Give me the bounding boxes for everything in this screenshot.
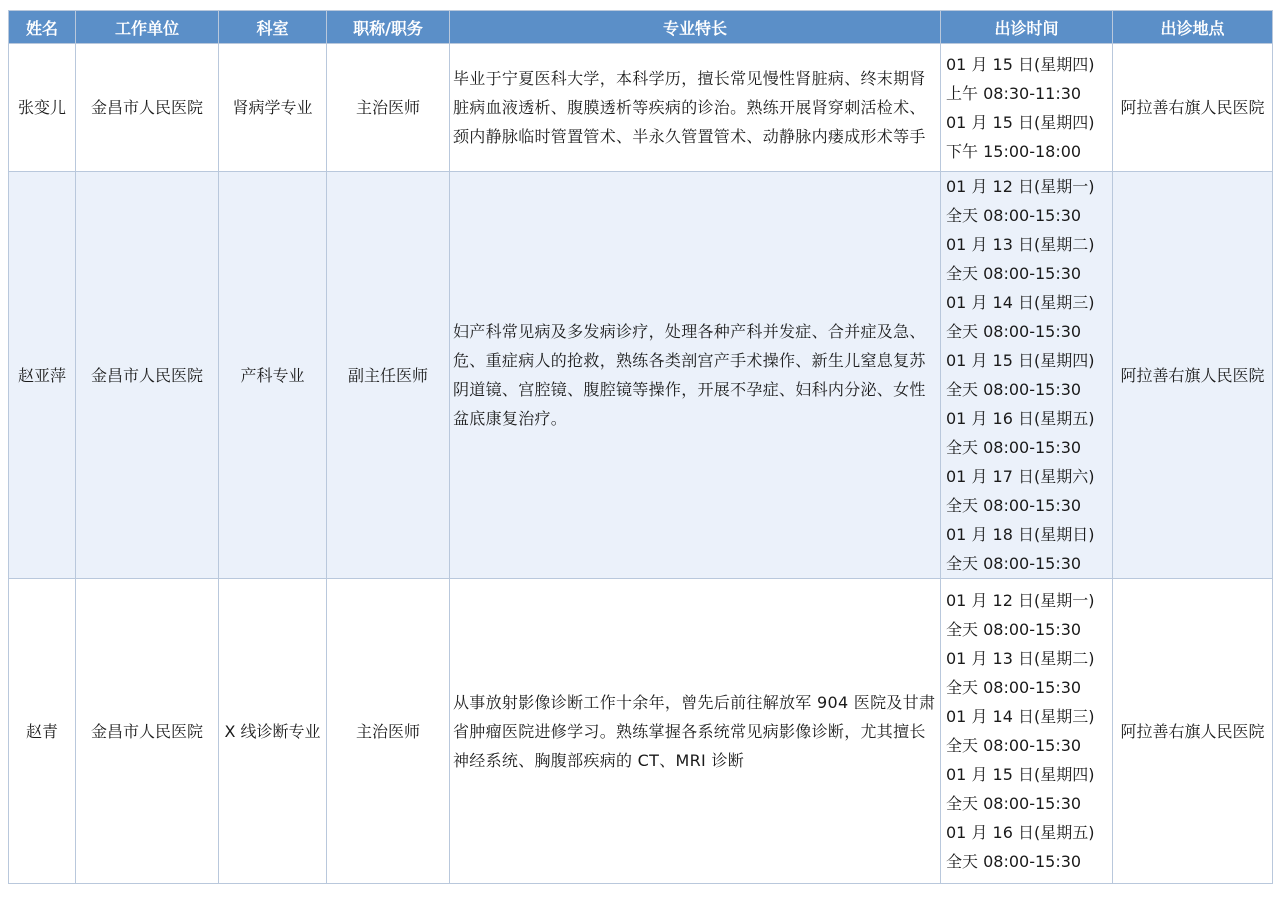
schedule-line: 01 月 16 日(星期五) — [946, 409, 1095, 428]
work-unit: 金昌市人民医院 — [76, 44, 219, 172]
department: 肾病学专业 — [219, 44, 327, 172]
schedule-line: 01 月 15 日(星期四) — [946, 351, 1095, 370]
header-specialty: 专业特长 — [450, 11, 941, 44]
schedule-line: 全天 08:00-15:30 — [946, 496, 1082, 515]
doctor-schedule-table — [8, 10, 1273, 884]
specialty-text: 从事放射影像诊断工作十余年，曾先后前往解放军 904 医院及甘肃省肿瘤医院进修学习。熟练掌握各系统常见病影像诊断，尤其擅长神经系统、胸腹部疾病的 CT、MRI 诊断 — [450, 579, 941, 884]
job-title: 主治医师 — [327, 44, 450, 172]
schedule-line: 全天 08:00-15:30 — [946, 620, 1082, 639]
header-unit: 工作单位 — [76, 11, 219, 44]
schedule-line: 全天 08:00-15:30 — [946, 678, 1082, 697]
schedule-line: 全天 08:00-15:30 — [946, 852, 1082, 871]
header-row — [9, 11, 1273, 44]
table-row — [9, 44, 1273, 172]
schedule-line: 全天 08:00-15:30 — [946, 322, 1082, 341]
clinic-location: 阿拉善右旗人民医院 — [1113, 44, 1273, 172]
schedule-line: 全天 08:00-15:30 — [946, 206, 1082, 225]
schedule-line: 01 月 13 日(星期二) — [946, 649, 1095, 668]
doctor-name: 赵亚萍 — [9, 172, 76, 579]
schedule-line: 01 月 12 日(星期一) — [946, 591, 1095, 610]
header-schedule: 出诊时间 — [941, 11, 1113, 44]
schedule-line: 全天 08:00-15:30 — [946, 380, 1082, 399]
schedule-cell — [941, 44, 1113, 172]
job-title: 副主任医师 — [327, 172, 450, 579]
schedule-line: 01 月 18 日(星期日) — [946, 525, 1095, 544]
doctor-name: 赵青 — [9, 579, 76, 884]
schedule-line: 01 月 13 日(星期二) — [946, 235, 1095, 254]
schedule-line: 01 月 14 日(星期三) — [946, 707, 1095, 726]
schedule-line: 01 月 15 日(星期四) — [946, 54, 1095, 74]
header-location: 出诊地点 — [1113, 11, 1273, 44]
schedule-line: 01 月 12 日(星期一) — [946, 177, 1095, 196]
schedule-cell — [941, 172, 1113, 579]
schedule-line: 01 月 17 日(星期六) — [946, 467, 1095, 486]
specialty-text: 毕业于宁夏医科大学，本科学历，擅长常见慢性肾脏病、终末期肾脏病血液透析、腹膜透析等疾病的诊治。熟练开展肾穿刺活检术、颈内静脉临时管置管术、半永久管置管术、动静脉内瘘成形术等手 — [450, 44, 941, 172]
schedule-line: 全天 08:00-15:30 — [946, 438, 1082, 457]
work-unit: 金昌市人民医院 — [76, 579, 219, 884]
schedule-line: 全天 08:00-15:30 — [946, 554, 1082, 573]
clinic-location: 阿拉善右旗人民医院 — [1113, 172, 1273, 579]
work-unit: 金昌市人民医院 — [76, 172, 219, 579]
department: X 线诊断专业 — [219, 579, 327, 884]
job-title: 主治医师 — [327, 579, 450, 884]
table-row — [9, 579, 1273, 884]
schedule-line: 01 月 15 日(星期四) — [946, 765, 1095, 784]
table-row — [9, 172, 1273, 579]
schedule-line: 01 月 16 日(星期五) — [946, 823, 1095, 842]
header-dept: 科室 — [219, 11, 327, 44]
department: 产科专业 — [219, 172, 327, 579]
header-name: 姓名 — [9, 11, 76, 44]
schedule-table-container — [8, 10, 1273, 884]
header-title: 职称/职务 — [327, 11, 450, 44]
schedule-line: 全天 08:00-15:30 — [946, 264, 1082, 283]
schedule-line: 01 月 15 日(星期四) — [946, 112, 1095, 132]
doctor-name: 张变儿 — [9, 44, 76, 172]
schedule-line: 上午 08:30-11:30 — [946, 83, 1082, 103]
schedule-line: 下午 15:00-18:00 — [946, 141, 1082, 161]
schedule-line: 01 月 14 日(星期三) — [946, 293, 1095, 312]
schedule-line: 全天 08:00-15:30 — [946, 794, 1082, 813]
schedule-cell — [941, 579, 1113, 884]
clinic-location: 阿拉善右旗人民医院 — [1113, 579, 1273, 884]
specialty-text: 妇产科常见病及多发病诊疗，处理各种产科并发症、合并症及急、危、重症病人的抢救，熟练各类剖宫产手术操作、新生儿窒息复苏阴道镜、宫腔镜、腹腔镜等操作，开展不孕症、妇科内分泌、女性盆底康复治疗。 — [450, 172, 941, 579]
schedule-line: 全天 08:00-15:30 — [946, 736, 1082, 755]
